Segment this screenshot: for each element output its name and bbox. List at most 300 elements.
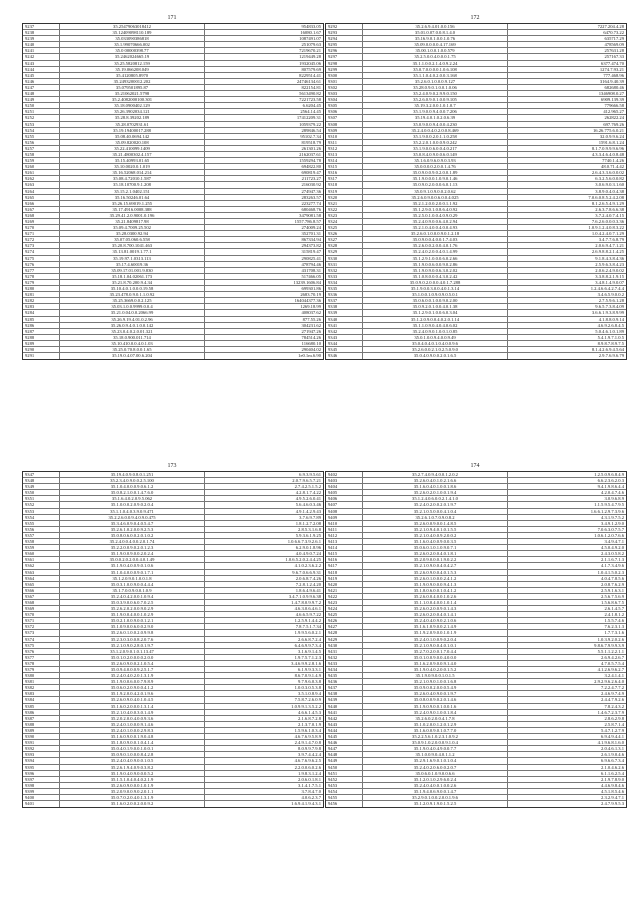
value-cell: 2.6.6.8.7.2.4 [298, 636, 321, 642]
value-cell: 1.0.9.1.2.4.0.8.3.22 [588, 225, 624, 231]
coordinate-cell: 35.1.9.0.9.0.0.6.3.0.2.02 [363, 268, 508, 273]
value-cell: 2683.70.19 [300, 292, 321, 298]
value-cell: 9.1.8.4.3.8.4.36 [595, 255, 624, 261]
coordinate-cell: 35.23.0.4.0.2.0.01.321 [60, 329, 205, 334]
row-index-cell: 9260 [23, 164, 60, 169]
value-cell: 2.0.4.6.1.3.1 [601, 746, 624, 752]
row-index-cell: 9381 [23, 679, 60, 684]
row-index-cell: 9281 [23, 292, 60, 297]
value-cell: 478569.09 [604, 42, 624, 48]
row-index-cell: 9390 [23, 734, 60, 739]
coordinate-cell: 35.2.6.0.1.0.0.0.9.0.1.2.18 [363, 231, 508, 236]
row-index-cell: 9293 [326, 30, 363, 35]
row-index-cell: 9423 [326, 600, 363, 605]
row-index-cell: 9242 [23, 54, 60, 59]
table-row [326, 353, 626, 359]
row-index-cell: 9265 [23, 195, 60, 200]
row-index-cell: 9303 [326, 91, 363, 96]
coordinate-cell: 35.1.9.0.0.4.0.0.1.0.2.9 [60, 612, 205, 617]
coordinate-cell: 35.0.9.1.0.2.0.0.0.9.1.0.4 [363, 740, 508, 745]
coordinate-cell: 35.1.6.0.9.0.0.1.9.0.4.8 [60, 734, 205, 739]
value-cell: 4.0.4.9.0.7.24 [295, 551, 321, 557]
value-cell: 304231.62 [301, 322, 321, 328]
row-index-cell: 9384 [23, 697, 60, 702]
coordinate-cell: 35.2.4.0.9.0.0.6.4.0.2.94 [363, 219, 508, 224]
value-cell: 3.7.2.4.0.7.4.15 [595, 212, 624, 218]
coordinate-cell: 35.0.1.0.0.9.4.0.0.9.49 [363, 335, 508, 340]
data-table [22, 471, 324, 808]
coordinate-cell: 35.1.9.0.0.6.0.0.4.0.217 [363, 146, 508, 151]
coordinate-cell: 35.19.97.1.0313.113 [60, 256, 205, 261]
row-index-cell: 9320 [326, 195, 363, 200]
value-cell: 271947.26 [301, 328, 321, 334]
row-index-cell: 9307 [326, 115, 363, 120]
value-cell: 1.4.7.8.0.9.9.7.2 [291, 599, 321, 605]
row-index-cell: 9409 [326, 515, 363, 520]
row-index-cell: 9421 [326, 588, 363, 593]
row-index-cell: 9241 [23, 48, 60, 53]
row-index-cell: 9363 [23, 570, 60, 575]
page-number: 172 [470, 15, 480, 21]
value-cell: 2.1.0.4.6.2.6 [601, 764, 624, 770]
coordinate-cell: 35.1.6.0.4.0.1.0.0.1.8.6 [363, 484, 508, 489]
value-cell: 1.6.6.1.2.9.7.3.9.6 [590, 508, 624, 514]
page-172 [325, 14, 625, 444]
coordinate-cell: 35.09.4.7009.25.502 [60, 225, 205, 230]
row-index-cell: 9238 [23, 30, 60, 35]
coordinate-cell: 35.2.4.0.2.0.0.4.0.1.4.99 [363, 249, 508, 254]
coordinate-cell: 35.21062021.5798 [60, 91, 205, 96]
value-cell: 1.0.4.1.5.0.2.3 [597, 569, 624, 575]
row-index-cell: 9309 [326, 128, 363, 133]
row-index-cell: 9312 [326, 146, 363, 151]
coordinate-cell: 35.20.8.700.1041.463 [60, 243, 205, 248]
row-index-cell: 9367 [23, 594, 60, 599]
coordinate-cell: 35.19.3.2.0.0.1.0.1.0.7 [363, 103, 508, 108]
coordinate-cell: 35.01.0.07.0.0.8.1.4.0 [363, 30, 508, 35]
value-cell: 3479081.58 [299, 212, 321, 218]
value-cell: 2.4.7.9.9.5.3 [601, 801, 624, 807]
coordinate-cell: 35.18.0.900.011.714 [60, 335, 205, 340]
value-cell: 6.4.6.9.9.7.3.4 [294, 642, 321, 648]
value-cell: 5613490.82 [299, 91, 321, 97]
row-index-cell: 9283 [23, 304, 60, 309]
coordinate-cell: 35.13.81.0019.1.77.1 [60, 249, 205, 254]
row-index-cell: 9348 [23, 478, 60, 483]
value-cell: 289846.54 [301, 127, 321, 133]
value-cell: 1.2.4.6.6.4.2.7.4.4 [590, 286, 624, 292]
coordinate-cell: 35.2.6.0.9.0.0.0.1.0.1.9 [60, 783, 205, 788]
coordinate-cell: 35.1.9.0.4.0.9.0.0.0.5.2 [60, 771, 205, 776]
value-cell: 408037.62 [301, 310, 321, 316]
value-cell: 2162037.61 [299, 151, 321, 157]
row-index-cell: 9275 [23, 256, 60, 261]
coordinate-cell: 35.21.4800302.4.157 [60, 152, 205, 157]
coordinate-cell: 35.1.9.0.4.0.0.9.0.1.0.6 [60, 563, 205, 568]
value-cell: 9.4.1.9.8.6.4.4 [597, 484, 624, 490]
row-index-cell: 9264 [23, 189, 60, 194]
row-index-cell: 9291 [23, 353, 60, 359]
row-index-cell: 9345 [326, 347, 363, 352]
coordinate-cell: 35.1.2.0.9.0.0.4.0.2.0.1.14 [363, 317, 508, 322]
value-cell: 251079.63 [301, 42, 321, 48]
value-cell: 5.6.4.6.0.3.46 [295, 502, 321, 508]
coordinate-cell: 35.09.17.01.001.9.830 [60, 268, 205, 273]
value-cell: 2.4.9.1.4.7.0.8 [294, 740, 321, 746]
coordinate-cell: 35.19.4.0.9.0.8.0.1.251 [60, 472, 205, 477]
coordinate-cell: 35.0.7.0.2.0.4.0.1.3.1.9 [60, 795, 205, 800]
coordinate-cell: 35.19.066208.049 [60, 67, 205, 72]
value-cell: 274009.24 [301, 225, 321, 231]
row-index-cell: 9267 [23, 207, 60, 212]
coordinate-cell: 35.3.4.6.0.9.0.4.0.5.4.7 [60, 521, 205, 526]
value-cell: 697.769.26 [603, 121, 624, 127]
coordinate-cell: 35.2.6.0.2.0.0.4.0.1.4.1 [363, 612, 508, 617]
coordinate-cell: 35.28.0300.92.94 [60, 231, 205, 236]
coordinate-cell: 35.2.1.0.9.4.0.1.0.1.5.5 [363, 527, 508, 532]
row-index-cell: 9415 [326, 551, 363, 556]
coordinate-cell: 35.0.9.0.0.2.0.0.0.5.4.9 [363, 685, 508, 690]
value-cell: 2.0.6.8.7.4.26 [295, 575, 321, 581]
value-cell: 822154.81 [301, 84, 321, 90]
value-cell: 13239.1606.84 [293, 279, 321, 285]
page-174 [325, 462, 625, 892]
coordinate-cell: 35.1.6.1.0.9.0.0.2.1.4.9 [363, 624, 508, 629]
row-index-cell: 9402 [326, 472, 363, 477]
value-cell: 4.3.1.9.7.5.2 [601, 514, 624, 520]
coordinate-cell: 35.07.05.060.6.558 [60, 237, 205, 242]
coordinate-cell: 35.1.2.0.9.1.9.0.1.5.2.5 [363, 801, 508, 807]
value-cell: 3.4.9.4.7.1 [604, 539, 624, 545]
value-cell: 6.9.3.9.5.61 [299, 472, 321, 477]
coordinate-cell: 35.2.4.0.4.0.2.0.1.3.1.9 [60, 673, 205, 678]
value-cell: 7.0.6.0.8.5.2.4.2.08 [588, 194, 624, 200]
value-cell: 2.7.4.2.5.1.5.2 [294, 484, 321, 490]
coordinate-cell: 35.15.2.1.0402.151 [60, 189, 205, 194]
coordinate-cell: 35.1.9.0.0.9.0.0.2.0.2.4 [60, 551, 205, 556]
value-cell: 1.6.9.4.1.9.4.3.1 [291, 801, 321, 807]
row-index-cell: 9351 [23, 496, 60, 501]
coordinate-cell: 35.1.8.0.9.0.0.1.0.4.1.4 [60, 740, 205, 745]
row-index-cell: 9269 [23, 219, 60, 224]
value-cell: 6.6204.45 [302, 103, 321, 109]
value-cell: 1219449.28 [299, 54, 321, 60]
value-cell: 2.8.6.2.9.8 [604, 715, 624, 721]
coordinate-cell: 35.2.4.0.4.0.9.0.0.1.0.5 [60, 758, 205, 763]
row-index-cell: 9323 [326, 213, 363, 218]
coordinate-cell: 35.0.9.0.1.0.0.0.8.4.2.8 [60, 752, 205, 757]
row-index-cell: 9268 [23, 213, 60, 218]
row-index-cell: 9335 [326, 286, 363, 291]
value-cell: 211723.27 [301, 176, 321, 182]
value-cell: 3.6.6.1.9.3.8.9.99 [591, 310, 624, 316]
coordinate-cell: 35.2.1.0.5.0.0.0.4.1.0.4 [363, 509, 508, 514]
row-index-cell: 9271 [23, 231, 60, 236]
value-cell: 4.6.7.6.9.5.8.9 [294, 734, 321, 740]
row-index-cell: 9332 [326, 268, 363, 273]
coordinate-cell: 35.17.4.60019.36 [60, 262, 205, 267]
coordinate-cell: 35.16.9.0.1.0.0.1.0.76 [363, 36, 508, 41]
coordinate-cell: 35.16.50246.01.64 [60, 195, 205, 200]
coordinate-cell: 35.1.0.0.9.0.4.0.1.1.2 [363, 752, 508, 757]
row-index-cell: 9439 [326, 697, 363, 702]
coordinate-cell: 35.1.9.4.0.6.9.0.0.1.4.7 [363, 789, 508, 794]
coordinate-cell: 35.033090386818 [60, 36, 205, 41]
coordinate-cell: 35.2.6.0.9.0.0.6.0.0.4.025 [363, 195, 508, 200]
coordinate-cell: 35.2.4.0.0.4.0.2.0.0.8.469 [363, 128, 508, 133]
value-cell: 262822.24 [604, 115, 624, 121]
value-cell: 4.7.0.5.7.5.4 [601, 660, 624, 666]
row-index-cell: 9284 [23, 310, 60, 315]
coordinate-cell: 35.1.9.0.4.0.4.9.0.0.7.7 [363, 746, 508, 751]
coordinate-cell: 35.0.9.0.2.0.0.0.4.0.1.7.288 [363, 280, 508, 285]
value-cell: 2.5.9.6.3.8.4.23 [595, 261, 624, 267]
coordinate-cell: 35.0.8.2.1.0.0.1.4.7.6.0 [60, 490, 205, 495]
value-cell: 2.6.9.4.2.6.7 [601, 654, 624, 660]
value-cell: 7.2.2.4.7.7.2 [601, 685, 624, 691]
value-cell: 2.7.5.9.6.1.28 [598, 298, 624, 304]
row-index-cell: 9371 [23, 618, 60, 623]
row-index-cell: 9399 [23, 789, 60, 794]
coordinate-cell: 35.0.6.0.0.1.0.0.9.0.2.00 [363, 298, 508, 303]
row-index-cell: 9325 [326, 225, 363, 230]
coordinate-cell: 35.1.9.0.9.0.0.1.0.1.5 [363, 673, 508, 678]
value-cell: 1087491.07 [299, 36, 321, 42]
row-index-cell: 9324 [326, 219, 363, 224]
row-index-cell: 9326 [326, 231, 363, 236]
coordinate-cell: 35.0.0.2.0.2.0.0.4.0.1.49 [60, 557, 205, 562]
coordinate-cell: 35.28.8.39202.189 [60, 115, 205, 120]
row-index-cell: 9347 [23, 472, 60, 477]
row-index-cell: 9286 [23, 323, 60, 328]
value-cell: 2.9.7.6.9.6.79 [598, 353, 624, 359]
value-cell: 6470.73.22 [603, 30, 624, 36]
row-index-cell: 9297 [326, 54, 363, 59]
coordinate-cell: 35.26.15.69019.1.255 [60, 201, 205, 206]
row-index-cell: 9315 [326, 164, 363, 169]
coordinate-cell: 35.2.6.0.2.0.0.4.0.1.8.1 [363, 551, 508, 556]
row-index-cell: 9407 [326, 502, 363, 507]
value-cell: 682680.46 [604, 84, 624, 90]
page-173 [22, 462, 322, 892]
value-cell: 1.0.6.1.2.0.7.6.6 [594, 532, 624, 538]
row-index-cell: 9311 [326, 140, 363, 145]
row-index-cell: 9441 [326, 710, 363, 715]
value-cell: 294373.82 [301, 243, 321, 249]
coordinate-cell: 35.1.6.2.0.9.0.0.9.1.4.0 [363, 661, 508, 666]
coordinate-cell: 35.08.40.0694.142 [60, 134, 205, 139]
coordinate-cell: 35.2462024665.19 [60, 54, 205, 59]
coordinate-cell: 35.1.9.0.4.0.2.0.0.1.5.2 [363, 667, 508, 672]
value-cell: 6377.474.70 [601, 60, 624, 66]
value-cell: 2.4.3.0.5.8.2 [601, 551, 624, 557]
coordinate-cell: 35.0.4.0.4.0.1.0.4.0.0.9.6 [363, 341, 508, 346]
row-index-cell: 9243 [23, 61, 60, 66]
coordinate-cell: 35.2.6.0.2.0.0.4.1.7.8 [363, 716, 508, 721]
coordinate-cell: 35.1.9.0.9.0.0.1.0.0.1.6 [363, 704, 508, 709]
row-index-cell: 9453 [326, 783, 363, 788]
row-index-cell: 9339 [326, 310, 363, 315]
coordinate-cell: 35.2.6.0.0.2.0.0.4.0.1.76 [363, 243, 508, 248]
row-index-cell: 9253 [23, 122, 60, 127]
coordinate-cell: 35.2.6.0.2.0.1.0.0.1.9.4 [363, 490, 508, 495]
row-index-cell: 9417 [326, 563, 363, 568]
row-index-cell: 9436 [326, 679, 363, 684]
value-cell: 7219670.21 [299, 48, 321, 54]
row-index-cell: 9383 [23, 691, 60, 696]
value-cell: 1.7.7.3.1.6 [604, 630, 624, 636]
row-index-cell: 9318 [326, 182, 363, 187]
coordinate-cell: 35.1.0.8.0.0.0.4.3.0.2.42 [363, 274, 508, 279]
row-index-cell: 9304 [326, 97, 363, 102]
coordinate-cell: 35.2.0.2.0.0.4.0.0.9.3.6 [60, 716, 205, 721]
row-index-cell: 9401 [23, 801, 60, 807]
coordinate-cell: 35.17.4916.0008.388 [60, 207, 205, 212]
coordinate-cell: 35.21.8409817.98 [60, 219, 205, 224]
value-cell: 2.1.6.8.7.2.8 [298, 715, 321, 721]
value-cell: 290404.02 [301, 346, 321, 352]
row-index-cell: 9277 [23, 268, 60, 273]
row-index-cell: 9330 [326, 256, 363, 261]
row-index-cell: 9262 [23, 176, 60, 181]
coordinate-cell: 35.2.4.0.1.0.0.9.0.2.0.4 [363, 637, 508, 642]
value-cell: 32.0.9.9.6.24 [599, 133, 624, 139]
value-cell: 2.6.1.4.5.7 [604, 606, 624, 612]
coordinate-cell: 35.16.52068.014.214 [60, 170, 205, 175]
value-cell: 3.8.9.0.4.0.4.38 [595, 188, 624, 194]
coordinate-cell: 35.2.7.4.0.9.4.0.0.1.2.0.2 [363, 472, 508, 477]
coordinate-cell: 35.2.6.0.1.0.0.2.0.9.9.8 [60, 630, 205, 635]
value-cell: 4.6.7.6.9.6.2.5 [294, 758, 321, 764]
coordinate-cell: 35.25479063018412 [60, 24, 205, 29]
value-cell: 3.7.8.4.7.0 [301, 788, 321, 794]
coordinate-cell: 35.0.7.0.0.0.0.1.0.6.108 [363, 67, 508, 72]
row-index-cell: 9430 [326, 643, 363, 648]
row-index-cell: 9375 [23, 643, 60, 648]
coordinate-cell: 35.1.9.0.9.0.0.0.9.4.1.3 [363, 582, 508, 587]
value-cell: 779666.58 [604, 103, 624, 109]
value-cell: 315819.47 [301, 249, 321, 255]
row-index-cell: 9370 [23, 612, 60, 617]
row-index-cell: 9438 [326, 691, 363, 696]
coordinate-cell: 35.09.820020.108 [60, 140, 205, 145]
value-cell: 7221723.58 [299, 97, 321, 103]
coordinate-cell: 35.08.4.72010.1.587 [60, 176, 205, 181]
page-number: 173 [167, 463, 177, 469]
coordinate-cell: 35.1.9.0.0.6.0.0.7.9.8.9 [60, 679, 205, 684]
coordinate-cell: 35.28.0702931.61 [60, 122, 205, 127]
value-cell: 2.0.6.9.4.7.1.21 [595, 243, 624, 249]
coordinate-cell: 35.2.6.0.9.0.0.2.1.0.5.4 [60, 661, 205, 666]
coordinate-cell: 35.1.9.0.0.9.4.0.0.7.206 [363, 109, 508, 114]
row-index-cell: 9447 [326, 746, 363, 751]
value-cell: 2.0.7.9.6.5.7.21 [292, 478, 321, 484]
row-index-cell: 9442 [326, 716, 363, 721]
coordinate-cell: 35.25.5820812.159 [60, 61, 205, 66]
row-index-cell: 9358 [23, 539, 60, 544]
row-index-cell: 9360 [23, 551, 60, 556]
value-cell: 4.1.2.6.9.6.2.7 [597, 667, 624, 672]
row-index-cell: 9432 [326, 655, 363, 660]
coordinate-cell: 35.2.4.0.0.4.0.0.2.0.1.74 [60, 539, 205, 544]
coordinate-cell: 35.12409098110.189 [60, 30, 205, 35]
coordinate-cell: 35.1.9.0.0.3.0.0.4.0.1.3.14 [363, 286, 508, 291]
value-cell: 9.6.5.7.3.8.4.09 [595, 304, 624, 310]
value-cell: 8229514.41 [299, 72, 321, 78]
value-cell: 1932045.06 [299, 60, 321, 66]
coordinate-cell: 35.2.0.9.0.0.9.0.2.0.1.1 [60, 789, 205, 794]
value-cell: 2.1.1.6.7.1.3 [601, 557, 624, 563]
value-cell: 777.468.96 [603, 72, 624, 78]
value-cell: 8.9.8.7.8.9.7.5 [597, 340, 624, 346]
coordinate-cell: 35.1.0.2.0.0.1.2.0.1.2.9 [363, 722, 508, 727]
value-cell: 5.4.1.9.7.1.0.5 [597, 334, 624, 340]
coordinate-cell: 35.2.2.5.6.1.0.2.3.1.0.9.2 [363, 734, 508, 739]
value-cell: 6.6.2.3.6.2.0.3 [597, 478, 624, 484]
value-cell: 2.6.4.3.3.6.0.0.02 [591, 170, 624, 176]
coordinate-cell: 35.079501895.87 [60, 85, 205, 90]
row-index-cell: 9355 [23, 521, 60, 526]
coordinate-cell: 35.2.6.0.4.0.1.0.2.1.6.6 [363, 478, 508, 483]
row-index-cell: 9398 [23, 783, 60, 788]
coordinate-cell: 35.2.6.0.1.0.0.0.2.4.1.2 [363, 576, 508, 581]
row-index-cell: 9341 [326, 323, 363, 328]
coordinate-cell: 35.2.6.0.0.2.1.0.2.5.0.9.0 [363, 347, 508, 352]
value-cell: 4.9.1.4.2.9.43 [295, 508, 321, 514]
value-cell: 4.1.8.8.0.9.14 [598, 316, 624, 322]
value-cell: 283263.57 [301, 194, 321, 200]
row-index-cell: 9285 [23, 317, 60, 322]
row-index-cell: 9429 [326, 637, 363, 642]
row-index-cell: 9424 [326, 606, 363, 611]
coordinate-cell: 35.1.2.9.0.1.0.0.6.0.3.04 [363, 310, 508, 315]
value-cell: 431708.31 [301, 267, 321, 273]
value-cell: 4.1.7.3.4.9.6 [601, 563, 624, 569]
coordinate-cell: 35.0.6.0.1.0.1.0.9.0.7.1 [363, 545, 508, 550]
row-index-cell: 9314 [326, 158, 363, 163]
coordinate-cell: 35.1.9.0.0.0.1.0.9.0.1.46 [363, 176, 508, 181]
value-cell: 1.0.6.5.2.0.2.4.4.25 [285, 557, 321, 563]
row-index-cell: 9306 [326, 109, 363, 114]
row-index-cell: 9382 [23, 685, 60, 690]
coordinate-cell: 35.2.2.6.0.0.9.4.0.9.0.475 [60, 515, 205, 520]
value-cell: 4.6.6.5.9.7.22 [295, 612, 321, 618]
row-index-cell: 9396 [23, 771, 60, 776]
value-cell: 954833.05 [301, 24, 321, 29]
value-cell: 5.0.4.6.1.0.1.89 [595, 328, 624, 334]
row-index-cell: 9405 [326, 490, 363, 495]
row-index-cell: 9456 [326, 801, 363, 807]
row-index-cell: 9301 [326, 79, 363, 84]
value-cell: 694822.80 [301, 164, 321, 170]
row-index-cell: 9299 [326, 67, 363, 72]
value-cell: 1059379.22 [299, 121, 321, 127]
coordinate-cell: 35.0.1.0.2.0.0.0.0.2.0.0 [60, 655, 205, 660]
value-cell: 8.0.9.9.7.9.8 [298, 746, 321, 752]
row-index-cell: 9298 [326, 61, 363, 66]
row-index-cell: 9385 [23, 704, 60, 709]
coordinate-cell: 35.0.9.0.0.9.4.0.0.4.230 [363, 122, 508, 127]
row-index-cell: 9411 [326, 527, 363, 532]
coordinate-cell: 35.2.6.1.0.7.0.9.0.8.2 [363, 515, 508, 520]
coordinate-cell: 35.2.4.0.9.0.2.9.9.0.150 [363, 91, 508, 96]
coordinate-cell: 35.29.41.2.0.9001.0.196 [60, 213, 205, 218]
row-index-cell: 9248 [23, 91, 60, 96]
row-index-cell: 9444 [326, 728, 363, 733]
row-index-cell: 9410 [326, 521, 363, 526]
coordinate-cell: 35.1.0.4.0.0.0.9.0.6.1.2 [60, 484, 205, 489]
row-index-cell: 9377 [23, 655, 60, 660]
